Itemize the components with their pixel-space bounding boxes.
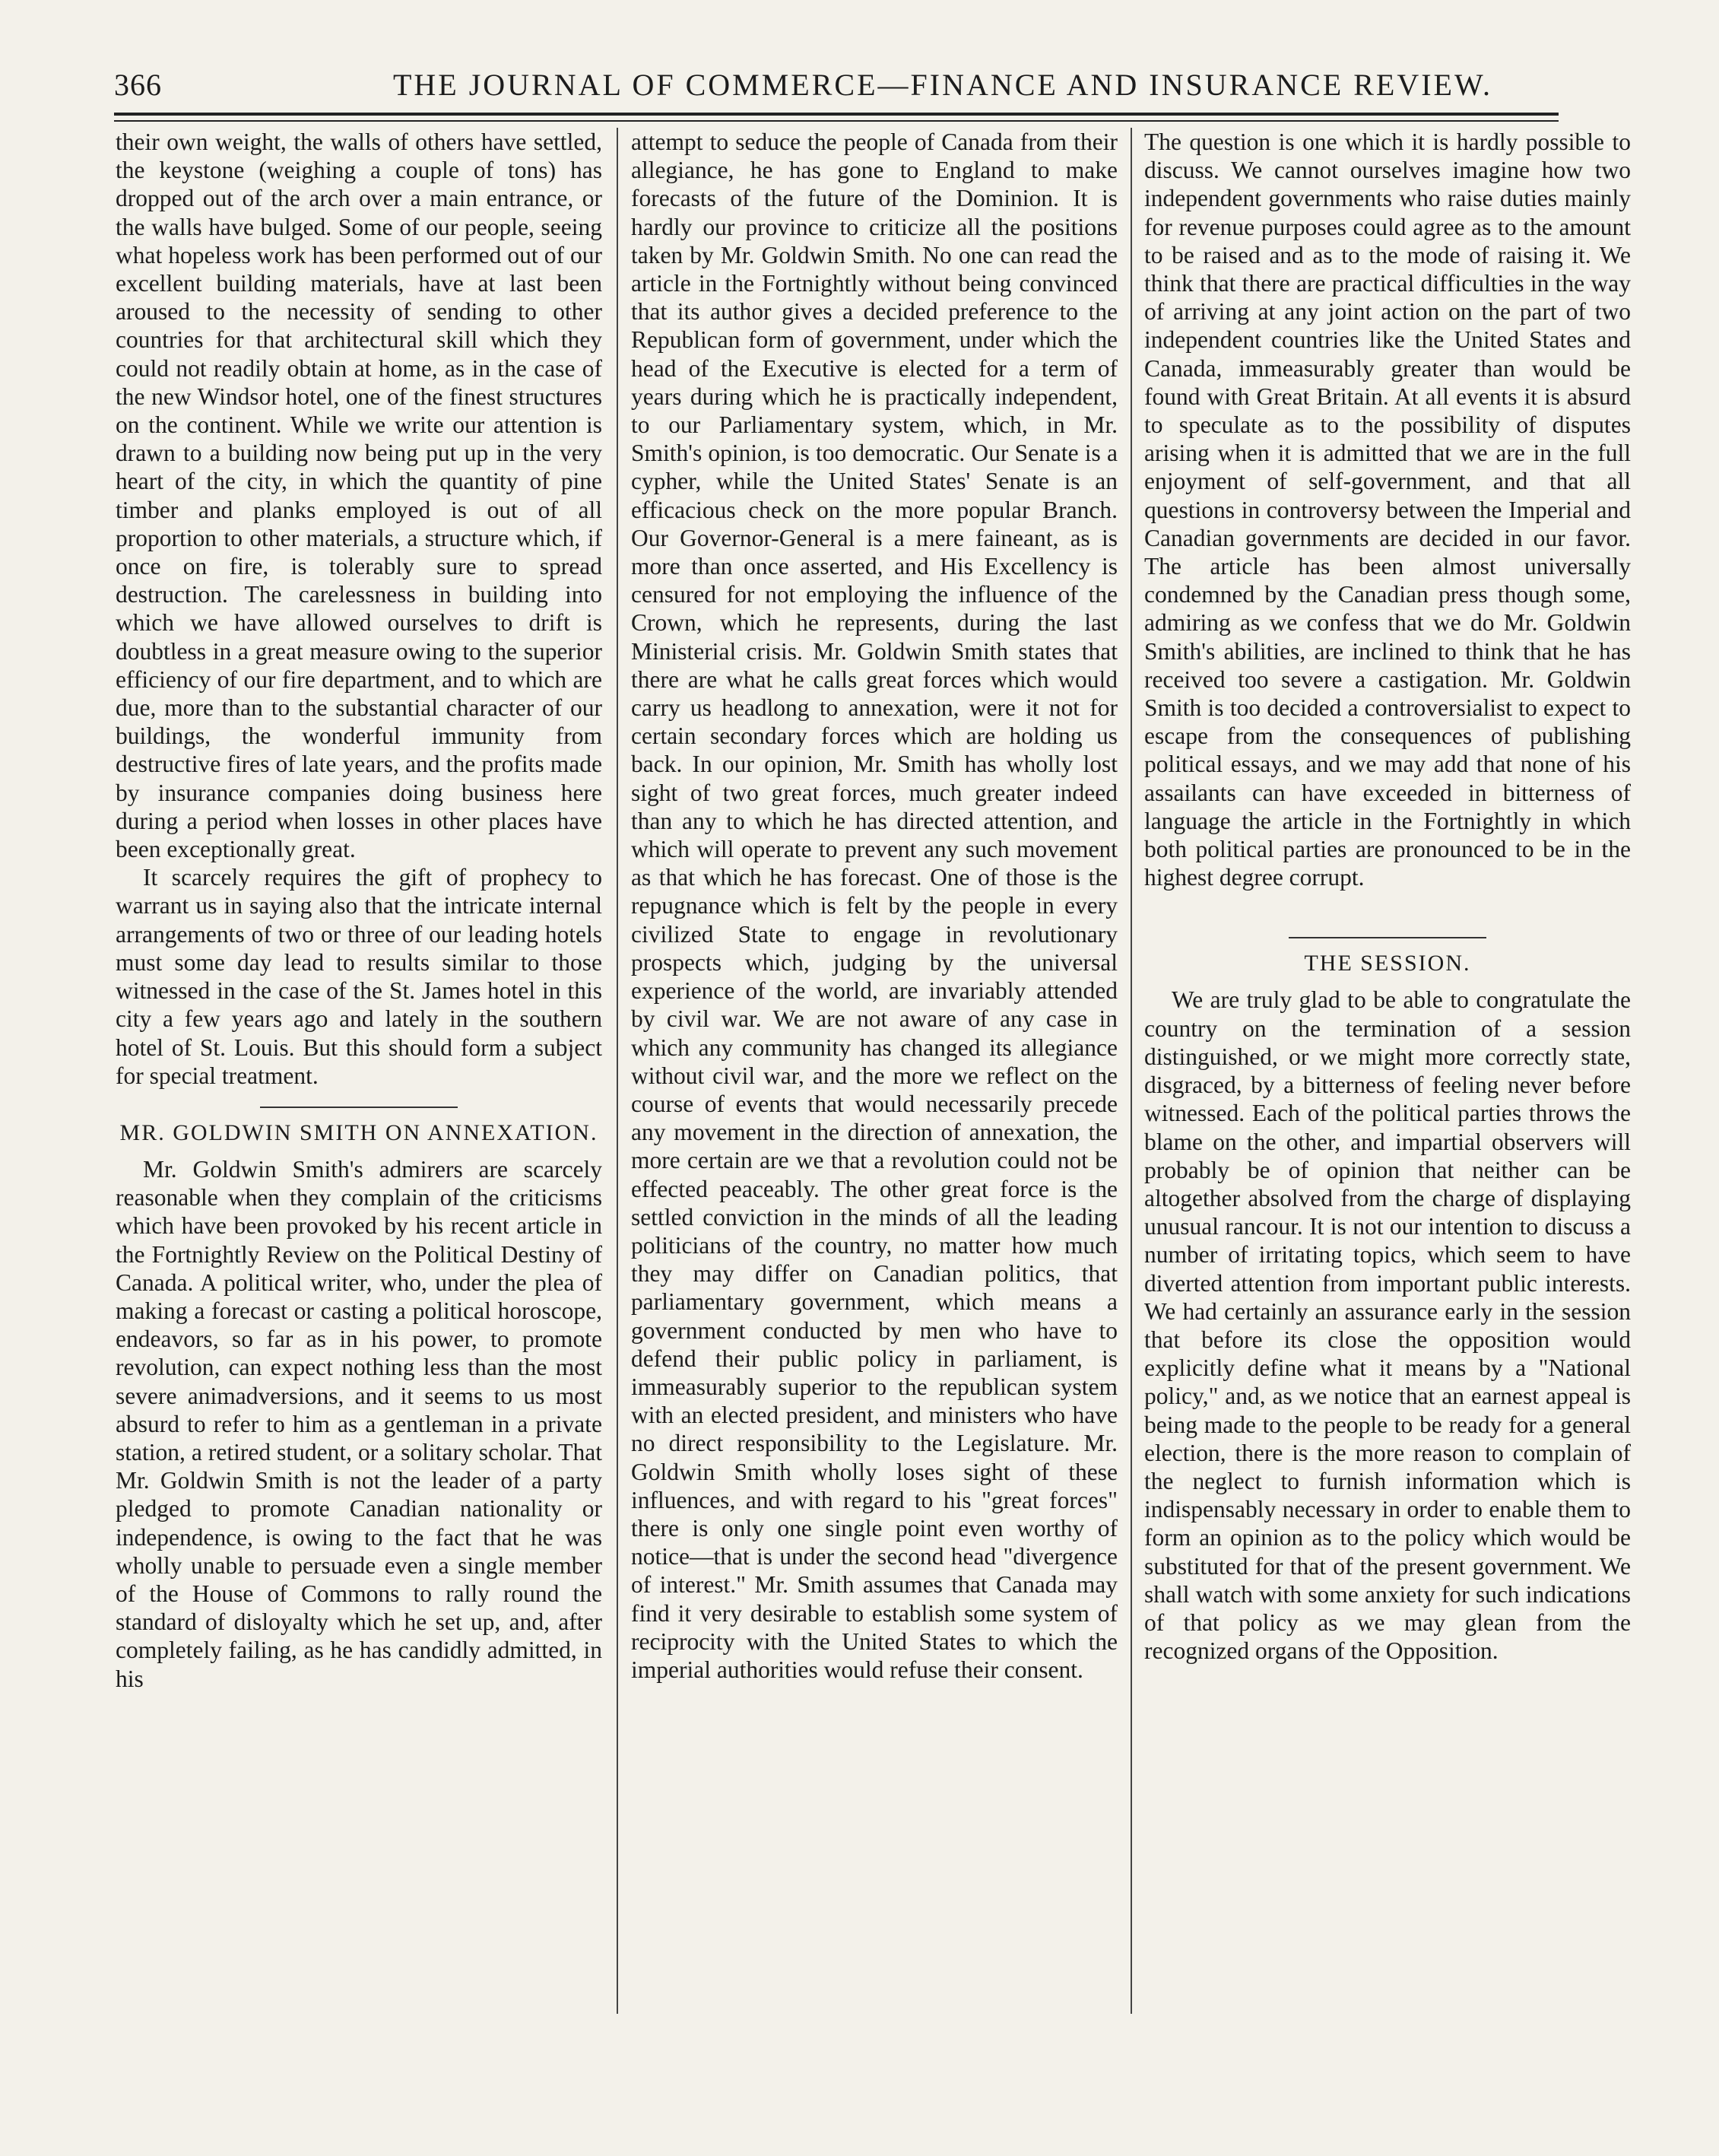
column-divider-1 — [617, 128, 618, 2014]
col1-paragraph-2: It scarcely requires the gift of prophecy to warrant us in saying also that the intricate internal arrangements of two or three of our leading hotels must some day lead to results similar to those witnessed in the case of the St. James hotel in this city a few years ago and lately in the southern hotel of St. Louis. But this should form a subject for special treatment. — [116, 864, 602, 1089]
col3-paragraph-1: The question is one which it is hardly possible to discuss. We cannot ourselves imagine how two independent governments who raise duties mainly for revenue purposes could agree as to the amount to be raised and as to the mode of raising it. We think that there are practical difficulties in the way of arriving at any joint action on the part of two independent countries like the United States and Canada, immeasurably greater than would be found with Great Britain. At all events it is absurd to speculate as to the possibility of disputes arising when it is admitted that we are in the full enjoyment of self-government, and that all questions in controversy between the Imperial and Canadian governments are decided in our favor. The article has been almost universally condemned by the Canadian press though some, admiring as we confess that we do Mr. Goldwin Smith's abilities, are inclined to think that he has received too severe a castigation. Mr. Goldwin Smith is too decided a controversialist to expect to escape from the consequences of publishing political essays, and we may add that none of his assailants can have exceeded in bitterness of language the article in the Fortnightly in which both political parties are pronounced to be in the highest degree corrupt. — [1144, 129, 1631, 891]
column-1 — [116, 128, 602, 2021]
col1-paragraph-1: their own weight, the walls of others have settled, the keystone (weighing a couple of tons) has dropped out of the arch over a main entrance, or the walls have bulged. Some of our people, seeing what hopeless work has been performed out of our excellent building materials, have at last been aroused to the necessity of sending to other countries for that architectural skill which they could not readily obtain at home, as in the case of the new Windsor hotel, one of the finest structures on the continent. While we write our attention is drawn to a building now being put up in the very heart of the city, in which the quantity of pine timber and planks employed is out of all proportion to other materials, a structure which, if once on fire, is tolerably sure to spread destruction. The carelessness in building into which we have allowed ourselves to drift is doubtless in a great measure owing to the superior efficiency of our fire department, and to which are due, more than to the substantial character of our buildings, the wonderful immunity from destructive fires of late years, and the profits made by insurance companies doing business here during a period when losses in other places have been exceptionally great. — [116, 129, 602, 863]
column-2 — [631, 128, 1118, 2021]
column-divider-2 — [1131, 128, 1132, 2014]
page-header — [114, 67, 1559, 113]
column-3 — [1144, 128, 1631, 2021]
header-rule — [114, 113, 1559, 116]
journal-title: THE JOURNAL OF COMMERCE—FINANCE AND INSURANCE REVIEW. — [392, 68, 1493, 102]
section-divider — [1289, 937, 1486, 938]
col3-paragraph-2: We are truly glad to be able to congratulate the country on the termination of a session distinguished, or we might more correctly state, disgraced, by a bitterness of feeling never before witnessed. Each of the political parties throws the blame on the other, and impartial observers will probably be of opinion that neither can be altogether absolved from the charge of displaying unusual rancour. It is not our intention to discuss a number of irritating topics, which seem to have diverted attention from important public interests. We had certainly an assurance early in the session that before its close the opposition would explicitly define what it means by a "National policy," and, as we notice that an earnest appeal is being made to the people to be ready for a general election, there is the more reason to complain of the neglect to furnish information which is indispensably necessary in order to enable them to form an opinion as to the policy which would be substituted for that of the present government. We shall watch with some anxiety for such indications of that policy as we may glean from the recognized organs of the Opposition. — [1144, 986, 1631, 1665]
section-heading-session: THE SESSION. — [1304, 951, 1471, 976]
header-rule-thin — [114, 120, 1559, 122]
section-heading-annexation: MR. GOLDWIN SMITH ON ANNEXATION. — [119, 1119, 598, 1145]
page-number: 366 — [114, 68, 162, 102]
section-divider — [260, 1107, 458, 1108]
col2-paragraph-1: attempt to seduce the people of Canada from their allegiance, he has gone to England to make forecasts of the future of the Dominion. It is hardly our province to criticize all the positions taken by Mr. Goldwin Smith. No one can read the article in the Fortnightly without being convinced that its author gives a decided preference to the Republican form of government, under which the head of the Executive is elected for a term of years during which he is practically independent, to our Parliamentary system, which, in Mr. Smith's opinion, is too democratic. Our Senate is a cypher, while the United States' Senate is an efficacious check on the more popular Branch. Our Governor-General is a mere faineant, as is more than once asserted, and His Excellency is censured for not employing the influence of the Crown, which he represents, during the last Ministerial crisis. Mr. Goldwin Smith states that there are what he calls great forces which would carry us headlong to annexation, were it not for certain secondary forces which are holding us back. In our opinion, Mr. Smith has wholly lost sight of two great forces, much greater indeed than any to which he has directed attention, and which will operate to prevent any such movement as that which he has forecast. One of those is the repugnance which is felt by the people in every civilized State to engage in revolutionary prospects which, judging by the universal experience of the world, are invariably attended by civil war. We are not aware of any case in which any community has changed its allegiance without civil war, and the more we reflect on the course of events that would necessarily precede any movement in the direction of annexation, the more certain are we that a revolution could not be effected peaceably. The other great force is the settled conviction in the minds of all the leading politicians of the country, no matter how much they may differ on Canadian politics, that parliamentary government, which means a government conducted by men who have to defend their public policy in parliament, is immeasurably superior to the republican system with an elected president, and ministers who have no direct responsibility to the Legislature. Mr. Goldwin Smith wholly loses sight of these influences, and with regard to his "great forces" there is only one single point even worthy of notice—that is under the second head "divergence of interest." Mr. Smith assumes that Canada may find it very desirable to establish some system of reciprocity with the United States to which the imperial authorities would refuse their consent. — [631, 129, 1118, 1683]
col1-paragraph-3: Mr. Goldwin Smith's admirers are scarcely reasonable when they complain of the criticisms which have been provoked by his recent article in the Fortnightly Review on the Political Destiny of Canada. A political writer, who, under the plea of making a forecast or casting a political horoscope, endeavors, so far as in his power, to promote revolution, can expect nothing less than the most severe animadversions, and it seems to us most absurd to refer to him as a gentleman in a private station, a retired student, or a solitary scholar. That Mr. Goldwin Smith is not the leader of a party pledged to promote Canadian nationality or independence, is owing to the fact that he was wholly unable to persuade even a single member of the House of Commons to rally round the standard of disloyalty which he set up, and, after completely failing, as he has candidly admitted, in his — [116, 1155, 602, 1692]
